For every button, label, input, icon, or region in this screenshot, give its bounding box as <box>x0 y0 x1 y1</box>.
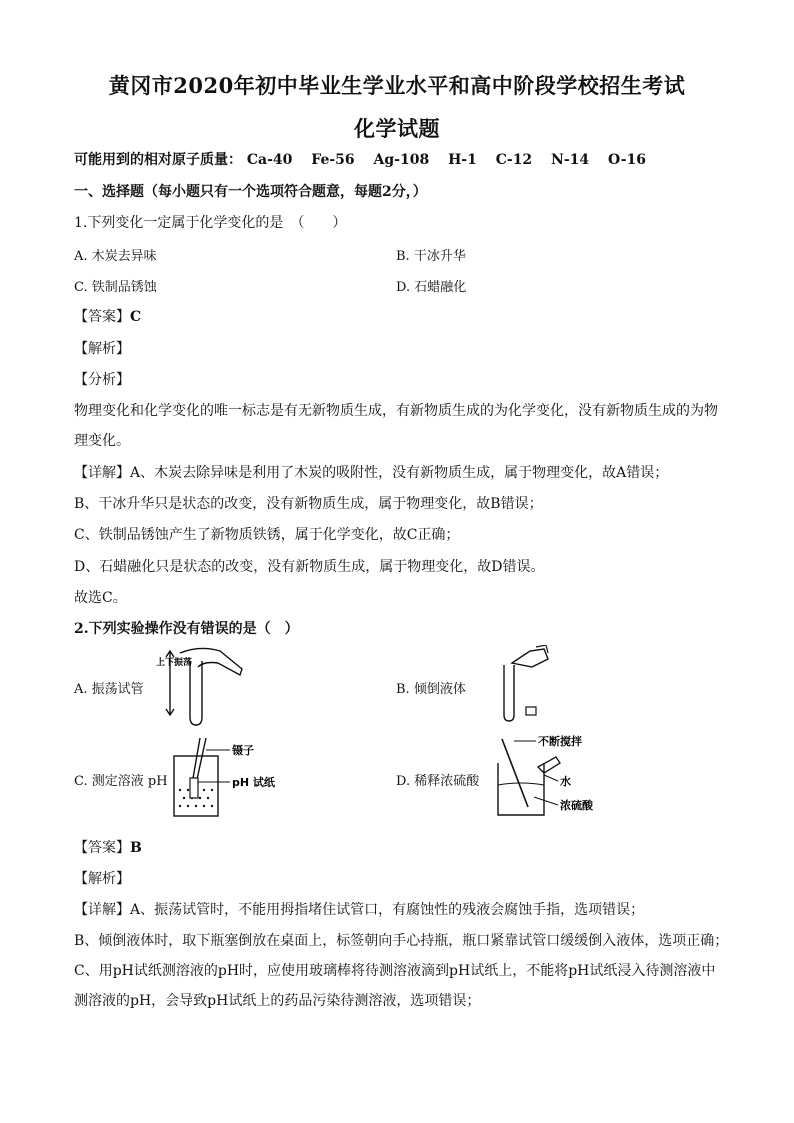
q1-option-c: C. 铁制品锈蚀 <box>74 280 157 295</box>
atomic-mass-item: Ca-40 <box>246 152 293 168</box>
atomic-mass-item: Ag-108 <box>373 152 430 168</box>
q1-option-a: A. 木炭去异味 <box>74 249 157 264</box>
page-title: 黄冈市2020年初中毕业生学业水平和高中阶段学校招生考试 <box>108 73 686 98</box>
section-heading: 一、选择题（每小题只有一个选项符合题意，每题2分，） <box>74 184 427 200</box>
detail-label: 【详解】 <box>74 465 130 481</box>
atomic-mass-line <box>74 150 724 170</box>
q2-stem: 2.下列实验操作没有错误的是（ ） <box>74 621 299 637</box>
q2-analysis-label: 【解析】 <box>74 871 130 887</box>
q1-analysis-label: 【解析】 <box>74 341 130 357</box>
q1-option-d: D. 石蜡融化 <box>396 280 467 295</box>
detail-text: A、木炭去除异味是利用了木炭的吸附性，没有新物质生成，属于物理变化，故A错误； <box>130 465 669 481</box>
q2-answer <box>74 838 724 858</box>
q1-stem: 1.下列变化一定属于化学变化的是 （ ） <box>74 215 347 231</box>
ph-test-figure <box>170 738 280 820</box>
atomic-mass-item: Fe-56 <box>311 152 355 168</box>
shake-tube-figure <box>150 645 250 727</box>
atomic-mass-item: N-14 <box>551 152 590 168</box>
fig-d-label-2: 水 <box>560 775 571 788</box>
answer-label: 【答案】 <box>74 840 130 856</box>
q1-detail-d: D、石蜡融化只是状态的改变，没有新物质生成，属于物理变化，故D错误。 <box>74 559 545 575</box>
page-subtitle: 化学试题 <box>354 116 440 141</box>
q1-fenxi-label: 【分析】 <box>74 372 130 388</box>
q2-option-c: C. 测定溶液 pH <box>74 774 168 789</box>
q2-detail-c: C、用pH试纸测溶液的pH时，应使用玻璃棒将待测溶液滴到pH试纸上，不能将pH试纸浸入待测溶液中测溶液的pH，会导致pH试纸上的药品污染待测溶液，选项错误； <box>74 963 716 1009</box>
pour-liquid-figure <box>482 645 562 725</box>
answer-label: 【答案】 <box>74 309 130 325</box>
answer-value: C <box>130 309 142 325</box>
atomic-mass-label: 可能用到的相对原子质量： <box>74 152 242 168</box>
q1-option-b: B. 干冰升华 <box>396 249 466 264</box>
q2-option-b: B. 倾倒液体 <box>396 682 466 697</box>
q1-detail-c: C、铁制品锈蚀产生了新物质铁锈，属于化学变化，故C正确； <box>74 527 460 543</box>
q2-option-a: A. 振荡试管 <box>74 682 144 697</box>
fig-d-label-1: 不断搅拌 <box>538 735 582 748</box>
answer-value: B <box>130 840 142 856</box>
fig-d-label-3: 浓硫酸 <box>560 799 593 812</box>
atomic-mass-item: C-12 <box>495 152 533 168</box>
q1-detail-b: B、干冰升华只是状态的改变，没有新物质生成，属于物理变化，故B错误； <box>74 496 543 512</box>
atomic-mass-item: O-16 <box>608 152 647 168</box>
q1-answer <box>74 307 724 327</box>
fig-a-label-text: 上下振荡 <box>156 658 193 668</box>
fig-c-label-1: 镊子 <box>232 744 254 757</box>
dilute-acid-figure <box>494 735 614 819</box>
atomic-mass-item: H-1 <box>448 152 477 168</box>
fig-c-label-2: pH 试纸 <box>232 776 275 789</box>
detail-text: A、振荡试管时，不能用拇指堵住试管口，有腐蚀性的残液会腐蚀手指，选项错误； <box>130 902 645 918</box>
fig-a-label <box>156 656 192 668</box>
q2-detail-a <box>74 900 724 920</box>
q2-detail-b: B、倾倒液体时，取下瓶塞倒放在桌面上，标签朝向手心持瓶，瓶口紧靠试管口缓缓倒入液体，选项正确； <box>74 933 729 949</box>
q2-option-d: D. 稀释浓硫酸 <box>396 774 480 789</box>
q1-detail-a <box>74 463 724 483</box>
detail-label: 【详解】 <box>74 902 130 918</box>
q1-fenxi-text: 物理变化和化学变化的唯一标志是有无新物质生成，有新物质生成的为化学变化，没有新物质生成的为物理变化。 <box>74 403 718 449</box>
q1-conclusion: 故选C。 <box>74 590 127 606</box>
